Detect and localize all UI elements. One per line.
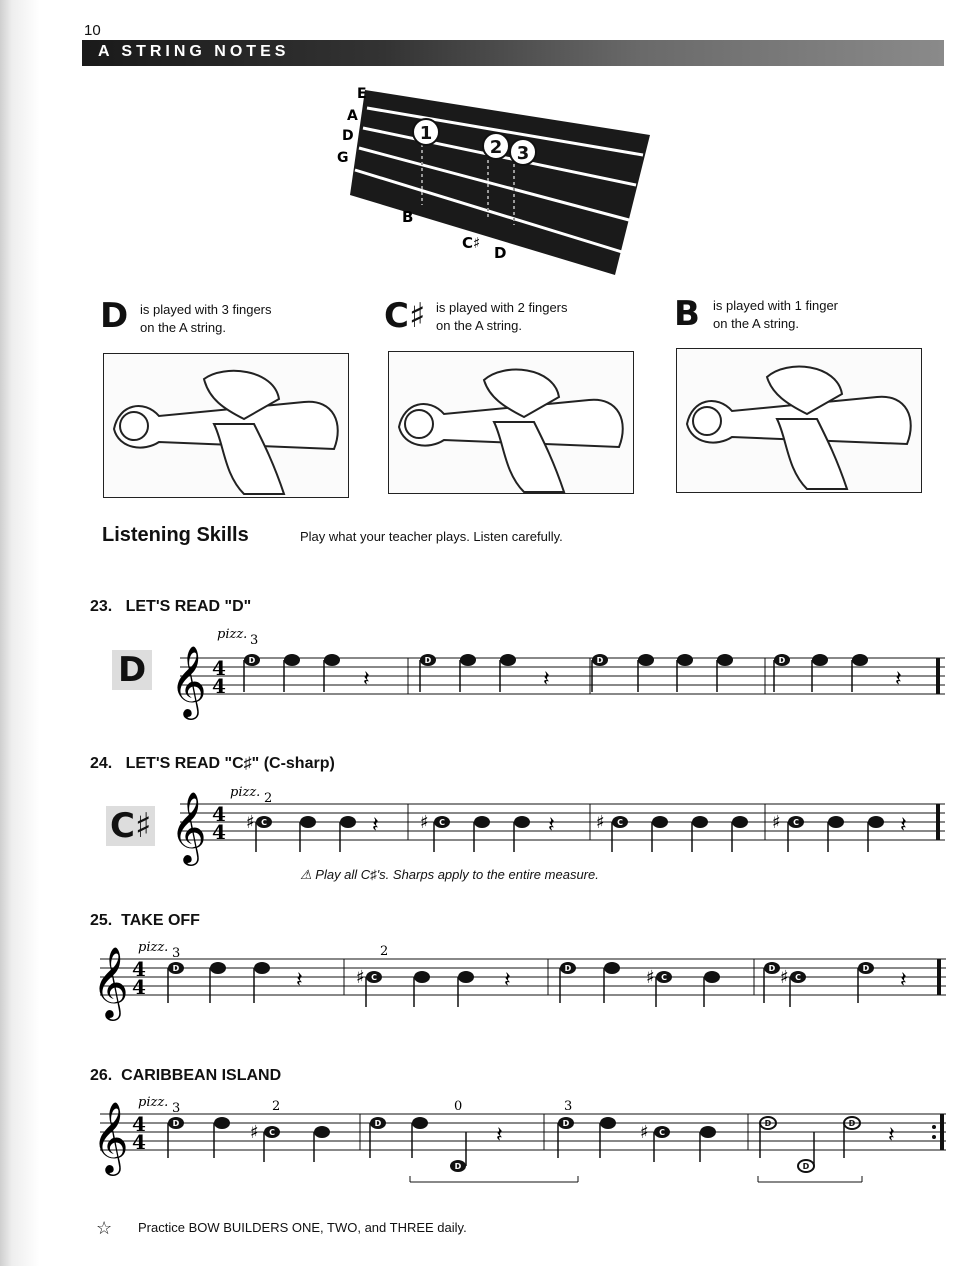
exercise-title: LET'S READ "D" <box>125 598 252 615</box>
time-sig-bottom: 4 <box>132 1130 146 1154</box>
section-title-bar <box>82 40 944 66</box>
quarter-rest-icon: 𝄽 <box>888 1123 895 1148</box>
sharp-hint: ⚠ Play all C♯'s. Sharps apply to the entire measure. <box>300 867 599 882</box>
sharp-icon: ♯ <box>596 812 605 833</box>
sharp-icon: ♯ <box>246 812 255 833</box>
finger-marking: 3 <box>564 1099 573 1114</box>
page-binding-shadow <box>0 0 40 1266</box>
pizz-marking: pizz. <box>230 785 261 800</box>
quarter-rest-icon: 𝄽 <box>296 968 303 993</box>
page-number: 10 <box>84 22 101 39</box>
exercise-title: TAKE OFF <box>121 912 200 929</box>
finger-marking: 3 <box>172 946 181 961</box>
section-title: A STRING NOTES <box>98 43 290 60</box>
string-label: D <box>342 128 354 144</box>
desc-line: is played with 3 fingers <box>140 302 272 317</box>
note-name: C <box>371 973 377 982</box>
finger-marking: 2 <box>380 944 389 959</box>
finger-number: 1 <box>419 123 433 144</box>
exercise-number: 23. <box>90 598 113 615</box>
quarter-rest-icon: 𝄽 <box>548 813 555 838</box>
desc-line: is played with 2 fingers <box>436 300 568 315</box>
note-name: C <box>439 818 445 827</box>
desc-line: on the A string. <box>436 318 523 333</box>
note-name: C <box>261 818 267 827</box>
note-name: C <box>661 973 667 982</box>
side-note-letter: C♯ <box>106 806 155 846</box>
desc-line: is played with 1 finger <box>713 298 839 313</box>
note-name: D <box>562 1119 570 1128</box>
star-icon: ☆ <box>96 1218 113 1238</box>
note-d-desc <box>140 301 340 337</box>
finger-marking: 3 <box>172 1101 181 1116</box>
exercise-25-staff <box>92 935 950 1035</box>
note-name: D <box>764 1119 772 1128</box>
listening-skills-title: Listening Skills <box>102 524 249 546</box>
pizz-marking: pizz. <box>138 1095 169 1110</box>
finger-marking: 0 <box>454 1099 463 1114</box>
note-name: D <box>564 964 572 973</box>
exercise-23-title <box>90 598 251 616</box>
note-name: D <box>778 656 786 665</box>
note-name: D <box>172 1119 180 1128</box>
svg-text:𝄞: 𝄞 <box>92 1100 129 1173</box>
footer-tip: Practice BOW BUILDERS ONE, TWO, and THREE daily. <box>138 1220 467 1235</box>
sharp-icon: ♯ <box>420 812 429 833</box>
quarter-rest-icon: 𝄽 <box>363 667 370 692</box>
note-b-desc <box>713 297 913 333</box>
note-label: C♯ <box>462 234 481 252</box>
finger-number: 2 <box>489 137 503 158</box>
sharp-icon: ♯ <box>356 967 365 988</box>
sharp-icon: ♯ <box>646 967 655 988</box>
note-name: C <box>795 973 801 982</box>
quarter-rest-icon: 𝄽 <box>504 968 511 993</box>
fingerboard-diagram <box>330 80 660 280</box>
quarter-rest-icon: 𝄽 <box>543 667 550 692</box>
quarter-rest-icon: 𝄽 <box>900 968 907 993</box>
note-name: C <box>659 1128 665 1137</box>
svg-text:𝄞: 𝄞 <box>170 790 207 863</box>
note-name: D <box>248 656 256 665</box>
note-name: D <box>454 1162 462 1171</box>
note-name: D <box>596 656 604 665</box>
finger-marking: 3 <box>250 633 259 648</box>
note-letter-b: B <box>674 294 700 334</box>
hand-position-illustration-b <box>676 348 922 493</box>
desc-line: on the A string. <box>140 320 227 335</box>
note-label: B <box>402 208 414 226</box>
time-sig-top: 4 <box>212 656 226 680</box>
note-letter-d: D <box>100 296 129 336</box>
note-name: C <box>617 818 623 827</box>
sharp-icon: ♯ <box>640 1122 649 1143</box>
pizz-marking: pizz. <box>217 627 248 642</box>
finger-marking: 2 <box>272 1099 281 1114</box>
time-sig-top: 4 <box>132 1112 146 1136</box>
exercise-number: 25. <box>90 912 113 929</box>
pizz-marking: pizz. <box>138 940 169 955</box>
time-sig-top: 4 <box>132 957 146 981</box>
string-label: E <box>357 86 367 102</box>
string-label: G <box>337 150 349 166</box>
note-name: D <box>172 964 180 973</box>
note-c-sharp-desc <box>436 299 636 335</box>
quarter-rest-icon: 𝄽 <box>895 667 902 692</box>
note-name: D <box>862 964 870 973</box>
exercise-24-staff <box>160 780 950 870</box>
exercise-26-staff <box>92 1090 950 1200</box>
time-sig-bottom: 4 <box>132 975 146 999</box>
listening-skills-desc: Play what your teacher plays. Listen carefully. <box>300 529 563 544</box>
hand-position-illustration-d <box>103 353 349 498</box>
hand-position-illustration-c-sharp <box>388 351 634 494</box>
finger-number: 3 <box>516 143 530 164</box>
string-label: A <box>347 108 358 124</box>
note-label: D <box>494 244 507 262</box>
exercise-25-title <box>90 912 200 930</box>
exercise-title: LET'S READ "C♯" (C-sharp) <box>125 755 335 772</box>
note-name: D <box>848 1119 856 1128</box>
hint-text: Play all C♯'s. Sharps apply to the entire measure. <box>315 867 599 882</box>
time-sig-bottom: 4 <box>212 674 226 698</box>
exercise-23-staff <box>160 620 950 720</box>
sharp-icon: ♯ <box>250 1122 259 1143</box>
desc-line: on the A string. <box>713 316 800 331</box>
note-name: C <box>793 818 799 827</box>
note-letter-c-sharp: C♯ <box>384 296 426 336</box>
time-sig-bottom: 4 <box>212 820 226 844</box>
quarter-rest-icon: 𝄽 <box>900 813 907 838</box>
finger-marking: 2 <box>264 791 273 806</box>
exercise-number: 24. <box>90 755 113 772</box>
svg-text:𝄞: 𝄞 <box>92 945 129 1018</box>
note-name: D <box>424 656 432 665</box>
exercise-number: 26. <box>90 1067 113 1084</box>
svg-text:𝄞: 𝄞 <box>170 644 207 717</box>
sharp-icon: ♯ <box>780 967 789 988</box>
side-note-letter: D <box>112 650 152 690</box>
exercise-26-title <box>90 1067 281 1085</box>
quarter-rest-icon: 𝄽 <box>496 1123 503 1148</box>
sharp-icon: ♯ <box>772 812 781 833</box>
note-name: D <box>802 1162 810 1171</box>
note-name: D <box>768 964 776 973</box>
note-name: C <box>269 1128 275 1137</box>
quarter-rest-icon: 𝄽 <box>372 813 379 838</box>
exercise-title: CARIBBEAN ISLAND <box>121 1067 282 1084</box>
time-sig-top: 4 <box>212 802 226 826</box>
note-name: D <box>374 1119 382 1128</box>
exercise-24-title <box>90 755 335 773</box>
